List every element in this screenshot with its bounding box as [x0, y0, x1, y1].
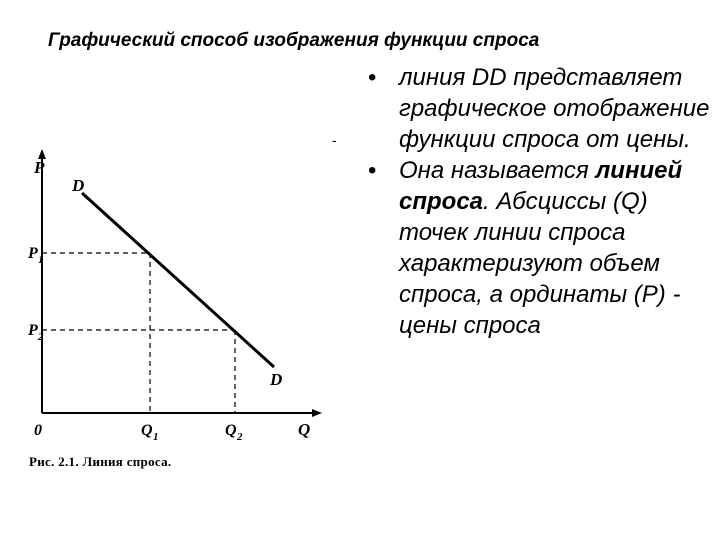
- p1-subscript: 1: [38, 254, 44, 266]
- figure-caption: Рис. 2.1. Линия спроса.: [29, 454, 172, 469]
- bullet-item-2: [368, 155, 713, 341]
- bullet-dot: •: [368, 64, 377, 91]
- p-axis-label: P: [34, 158, 45, 177]
- p2-subscript: 2: [38, 331, 44, 343]
- q2-subscript: 2: [237, 431, 243, 443]
- d-bottom-label: D: [270, 370, 283, 389]
- bullet-text-emphasis: линией спроса: [399, 157, 683, 215]
- demand-curve-svg: [20, 145, 340, 485]
- demand-line: [82, 193, 274, 367]
- origin-label: 0: [34, 422, 42, 439]
- q2-label: Q: [225, 422, 237, 439]
- slide-title: Графический способ изображения функции спроса: [48, 30, 540, 51]
- demand-curve-figure: [20, 145, 340, 485]
- stray-dash: -: [332, 132, 337, 148]
- q-axis-arrow: [312, 409, 322, 417]
- q1-label: Q: [141, 422, 153, 439]
- p1-label: P: [28, 245, 38, 262]
- d-top-label: D: [72, 176, 85, 195]
- q-axis-label: Q: [298, 420, 311, 439]
- bullet-item-1: [368, 62, 713, 155]
- bullet-list: [368, 62, 713, 341]
- p2-label: P: [28, 322, 38, 339]
- bullet-text-prefix: Она называется: [399, 157, 596, 184]
- bullet-dot: •: [368, 157, 377, 184]
- bullet-text: линия DD представляет графическое отображение функции спроса от цены.: [399, 64, 710, 153]
- q1-subscript: 1: [153, 431, 159, 443]
- bullet-text-suffix: . Абсциссы (Q) точек линии спроса характеризуют объем спроса, а ординаты (Р) - цены спроса: [399, 188, 681, 339]
